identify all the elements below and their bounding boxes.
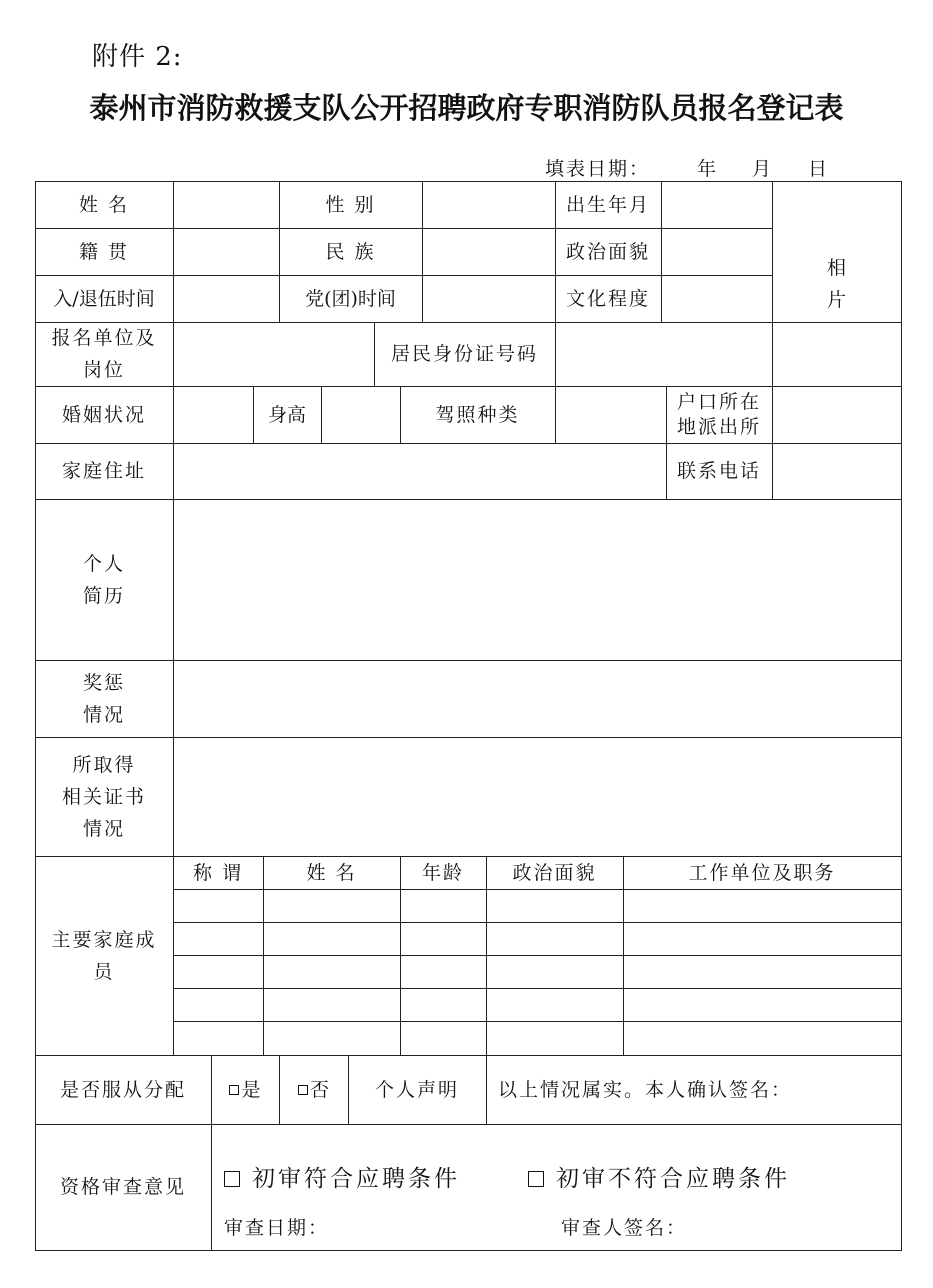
family-label: 主要家庭成 员 xyxy=(51,928,157,983)
obey-yes-option[interactable] xyxy=(211,1055,279,1124)
fill-date-year: 年 xyxy=(697,158,719,180)
birth-label: 出生年月 xyxy=(565,193,650,216)
height-label: 身高 xyxy=(267,403,306,426)
attachment-label: 附件 2: xyxy=(92,42,183,72)
obey-label: 是否服从分配 xyxy=(59,1078,186,1101)
name-field[interactable] xyxy=(174,181,279,228)
address-label: 家庭住址 xyxy=(61,460,146,482)
apply-unit-label: 报名单位及 岗位 xyxy=(51,327,157,381)
review-date-label: 审查日期： xyxy=(224,1217,330,1239)
phone-label: 联系电话 xyxy=(676,460,761,482)
rewards-label: 奖惩 情况 xyxy=(82,671,125,726)
family-header-name: 姓 名 xyxy=(306,861,357,884)
pass-checkbox[interactable] xyxy=(224,1171,240,1187)
education-field[interactable] xyxy=(662,275,772,322)
family-row[interactable] xyxy=(174,923,901,955)
family-header-work: 工作单位及职务 xyxy=(688,861,836,884)
id-number-field[interactable] xyxy=(556,322,772,386)
name-label: 姓 名 xyxy=(78,193,130,216)
education-label: 文化程度 xyxy=(565,287,650,310)
family-header-political: 政治面貌 xyxy=(512,861,597,884)
family-header-relation: 称 谓 xyxy=(192,861,244,884)
gender-field[interactable] xyxy=(423,181,555,228)
fill-date-day: 日 xyxy=(808,158,830,180)
family-row[interactable] xyxy=(174,989,901,1021)
rewards-field[interactable] xyxy=(174,660,901,737)
declaration-text: 以上情况属实。本人确认签名： xyxy=(498,1078,793,1101)
obey-no-option[interactable] xyxy=(279,1055,348,1124)
hukou-police-field[interactable] xyxy=(773,386,901,443)
reviewer-sign-label: 审查人签名： xyxy=(561,1217,688,1239)
id-number-label: 居民身份证号码 xyxy=(390,343,538,365)
phone-field[interactable] xyxy=(773,443,901,499)
resume-label: 个人 简历 xyxy=(82,552,125,607)
party-time-label: 党(团)时间 xyxy=(305,287,396,310)
family-row[interactable] xyxy=(174,1022,901,1055)
certificates-label: 所取得 相关证书 情况 xyxy=(61,753,146,840)
pass-label: 初审符合应聘条件 xyxy=(252,1166,460,1192)
height-field[interactable] xyxy=(322,386,400,443)
review-label: 资格审查意见 xyxy=(59,1176,186,1198)
gender-label: 性 别 xyxy=(325,193,376,216)
no-label: 否 xyxy=(309,1078,329,1101)
native-place-label: 籍 贯 xyxy=(78,240,130,263)
review-pass-option[interactable] xyxy=(224,1160,460,1193)
family-header-age: 年龄 xyxy=(421,861,464,884)
ethnicity-label: 民 族 xyxy=(325,240,376,263)
enlist-time-field[interactable] xyxy=(174,275,279,322)
declaration-label: 个人声明 xyxy=(374,1078,459,1101)
fail-label: 初审不符合应聘条件 xyxy=(556,1166,790,1192)
marital-field[interactable] xyxy=(174,386,253,443)
political-status-label: 政治面貌 xyxy=(565,240,650,263)
yes-label: 是 xyxy=(241,1078,261,1101)
political-status-field[interactable] xyxy=(662,228,772,275)
birth-field[interactable] xyxy=(662,181,772,228)
photo-label: 相 片 xyxy=(826,256,846,311)
marital-label: 婚姻状况 xyxy=(61,403,146,426)
certificates-field[interactable] xyxy=(174,737,901,856)
form-title: 泰州市消防救援支队公开招聘政府专职消防队员报名登记表 xyxy=(89,91,844,125)
license-field[interactable] xyxy=(556,386,666,443)
fill-date-month: 月 xyxy=(752,158,774,180)
yes-checkbox[interactable] xyxy=(229,1085,239,1095)
enlist-time-label: 入/退伍时间 xyxy=(53,287,155,310)
family-row[interactable] xyxy=(174,956,901,988)
ethnicity-field[interactable] xyxy=(423,228,555,275)
hukou-police-label: 户口所在 地派出所 xyxy=(676,390,761,438)
apply-unit-field[interactable] xyxy=(174,322,374,386)
party-time-field[interactable] xyxy=(423,275,555,322)
license-label: 驾照种类 xyxy=(435,403,520,426)
address-field[interactable] xyxy=(174,443,666,499)
resume-field[interactable] xyxy=(174,499,901,660)
review-fail-option[interactable] xyxy=(528,1160,790,1193)
no-checkbox[interactable] xyxy=(298,1085,308,1095)
fail-checkbox[interactable] xyxy=(528,1171,544,1187)
native-place-field[interactable] xyxy=(174,228,279,275)
fill-date-label: 填表日期： xyxy=(545,158,651,180)
family-row[interactable] xyxy=(174,890,901,922)
photo-box[interactable] xyxy=(772,181,901,386)
